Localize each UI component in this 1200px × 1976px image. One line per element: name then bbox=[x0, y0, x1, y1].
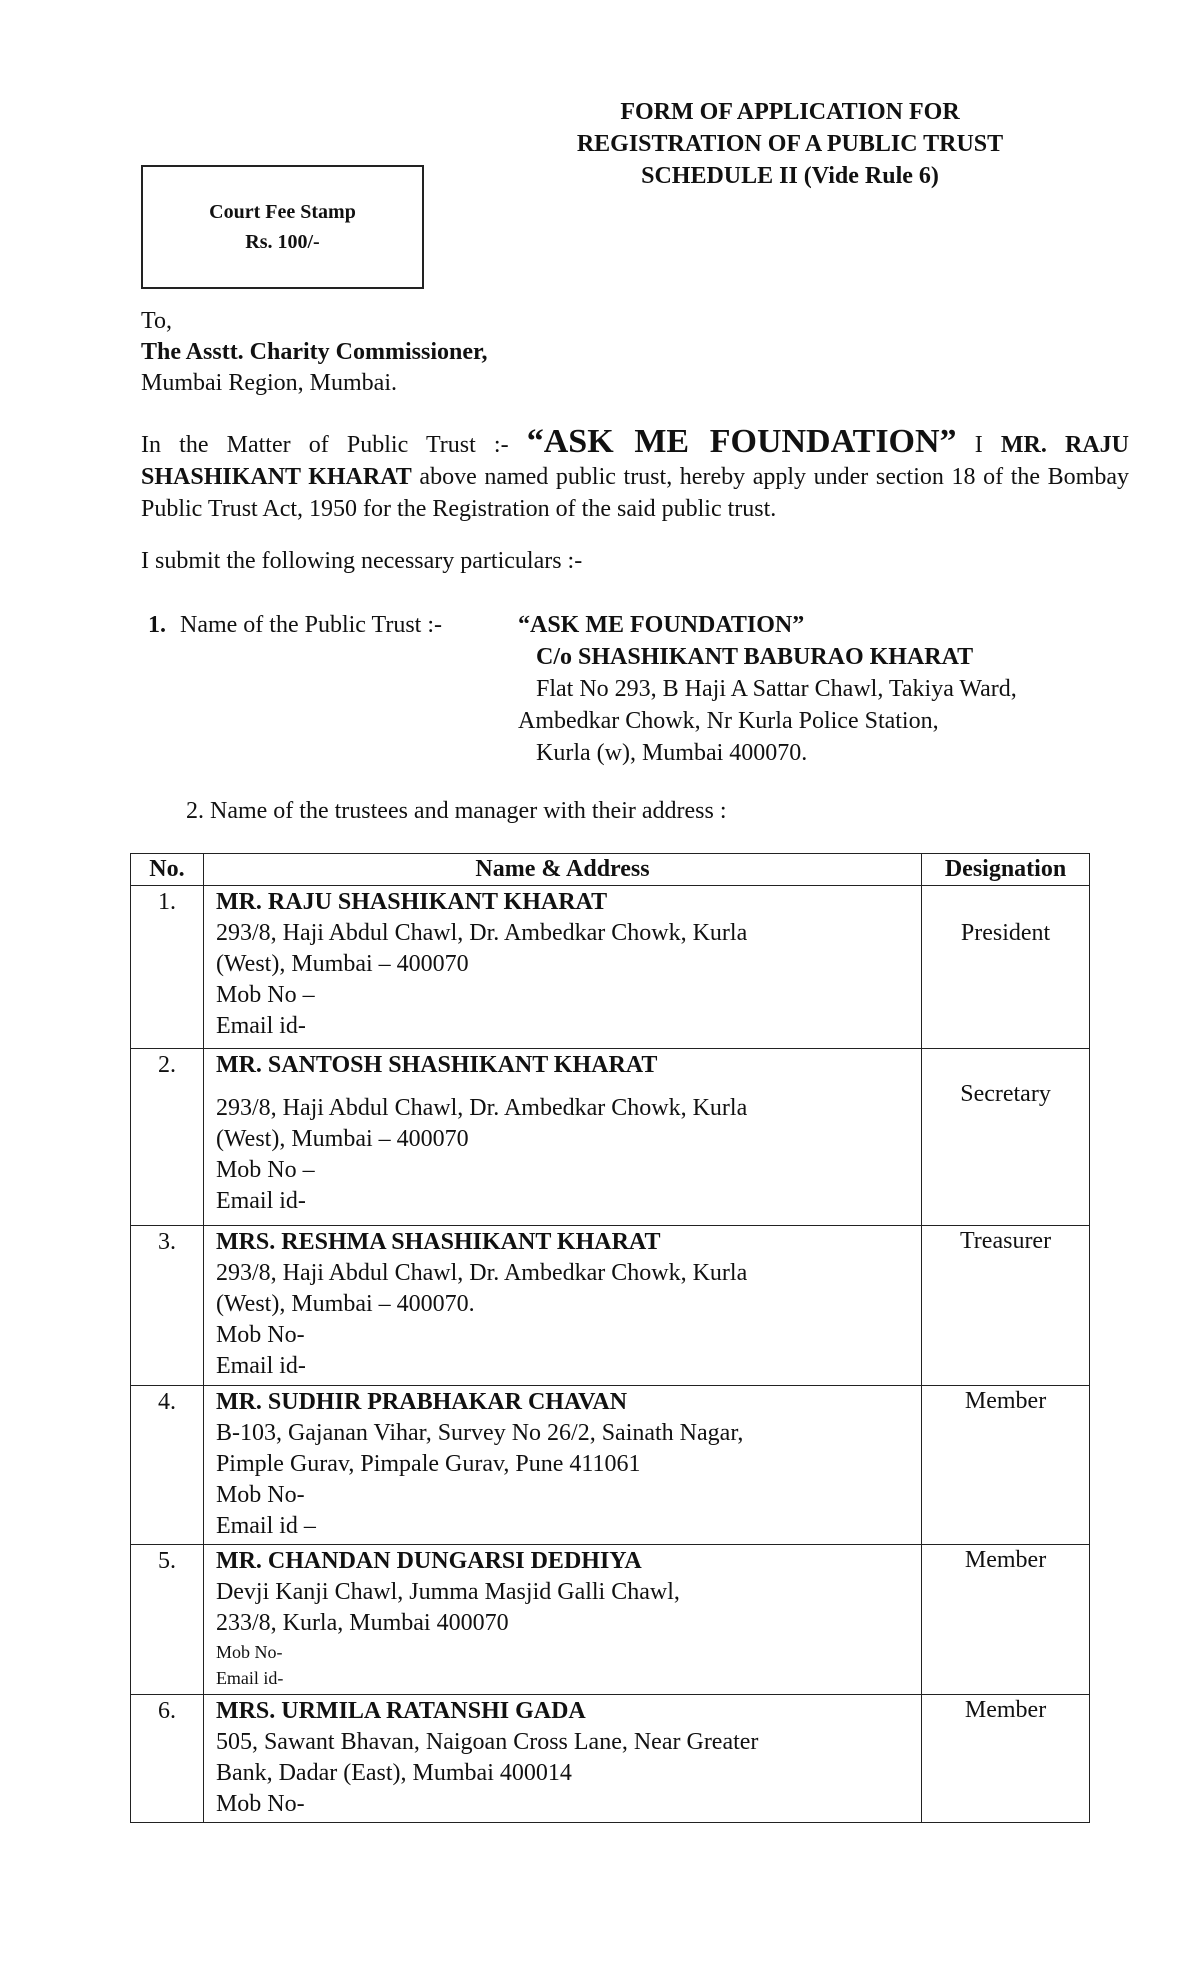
row-number: 2. bbox=[131, 1049, 204, 1226]
submit-text: I submit the following necessary particulars :- bbox=[141, 548, 583, 574]
trustee-name: MR. SUDHIR PRABHAKAR CHAVAN bbox=[215, 1389, 628, 1415]
trustee-designation: Secretary bbox=[922, 1049, 1090, 1226]
form-title-line-1: FORM OF APPLICATION FOR bbox=[620, 99, 960, 125]
trustee-address-line-1: B-103, Gajanan Vihar, Survey No 26/2, Sainath Nagar, bbox=[215, 1420, 744, 1446]
trustees-table bbox=[130, 853, 1090, 1823]
stamp-amount: Rs. 100/- bbox=[245, 231, 320, 253]
row-number: 5. bbox=[131, 1545, 204, 1695]
row-name-address bbox=[203, 1545, 921, 1695]
table-row bbox=[131, 1386, 1090, 1545]
item-1-address-line-3: Kurla (w), Mumbai 400070. bbox=[536, 740, 808, 766]
header-name-address: Name & Address bbox=[203, 854, 921, 886]
trustee-email: Email id – bbox=[215, 1513, 316, 1539]
item-1-care-of: C/o SHASHIKANT BABURAO KHARAT bbox=[536, 644, 974, 670]
trustee-address-line-1: 293/8, Haji Abdul Chawl, Dr. Ambedkar Chowk, Kurla bbox=[215, 1095, 748, 1121]
trustee-designation: Member bbox=[922, 1545, 1090, 1695]
trustee-name: MR. CHANDAN DUNGARSI DEDHIYA bbox=[215, 1548, 642, 1574]
form-title bbox=[530, 96, 1050, 192]
matter-mid: I bbox=[956, 432, 1001, 458]
table-header-row bbox=[131, 854, 1090, 886]
row-number: 3. bbox=[131, 1226, 204, 1386]
trustee-name: MR. RAJU SHASHIKANT KHARAT bbox=[215, 889, 608, 915]
addressee-block bbox=[141, 306, 487, 399]
addressee-to: To, bbox=[141, 308, 172, 334]
trustee-address-line-2: Bank, Dadar (East), Mumbai 400014 bbox=[215, 1760, 572, 1786]
item-2-label: 2. Name of the trustees and manager with their address : bbox=[186, 798, 727, 824]
trustee-mobile: Mob No- bbox=[215, 1642, 283, 1662]
item-1-value bbox=[518, 609, 1017, 769]
stamp-label: Court Fee Stamp bbox=[209, 201, 356, 223]
trustee-address-line-2: (West), Mumbai – 400070. bbox=[215, 1291, 475, 1317]
trustee-address-line-2: (West), Mumbai – 400070 bbox=[215, 951, 469, 977]
trustee-email: Email id- bbox=[215, 1668, 284, 1688]
addressee-name: The Asstt. Charity Commissioner, bbox=[141, 339, 488, 365]
trustee-mobile: Mob No- bbox=[215, 1791, 305, 1817]
row-name-address bbox=[203, 1386, 921, 1545]
item-1-trust-name: “ASK ME FOUNDATION” bbox=[518, 612, 805, 638]
form-title-line-2: REGISTRATION OF A PUBLIC TRUST bbox=[576, 131, 1004, 157]
court-fee-stamp-box bbox=[141, 165, 424, 289]
trustee-address-line-2: Pimple Gurav, Pimpale Gurav, Pune 411061 bbox=[215, 1451, 641, 1477]
trustee-designation: Member bbox=[922, 1695, 1090, 1823]
row-number: 6. bbox=[131, 1695, 204, 1823]
trustee-designation: President bbox=[922, 886, 1090, 1049]
trustee-name: MRS. RESHMA SHASHIKANT KHARAT bbox=[215, 1229, 661, 1255]
table-row bbox=[131, 1226, 1090, 1386]
table-row bbox=[131, 1049, 1090, 1226]
trustee-designation: Treasurer bbox=[922, 1226, 1090, 1386]
trustee-mobile: Mob No – bbox=[215, 982, 315, 1008]
matter-applicant: MR. RAJU SHASHIKANT KHARAT bbox=[141, 432, 1130, 490]
header-designation: Designation bbox=[922, 854, 1090, 886]
trustee-address-line-2: 233/8, Kurla, Mumbai 400070 bbox=[215, 1610, 509, 1636]
header-no: No. bbox=[131, 854, 204, 886]
trustee-address-line-2: (West), Mumbai – 400070 bbox=[215, 1126, 469, 1152]
item-1-label bbox=[148, 609, 442, 641]
row-name-address bbox=[203, 1695, 921, 1823]
matter-prefix: In the Matter of Public Trust :- bbox=[141, 432, 527, 458]
trustee-mobile: Mob No – bbox=[215, 1157, 315, 1183]
table-row bbox=[131, 1695, 1090, 1823]
table-row bbox=[131, 1545, 1090, 1695]
row-number: 1. bbox=[131, 886, 204, 1049]
trustee-email: Email id- bbox=[215, 1188, 306, 1214]
trustee-address-line-1: 293/8, Haji Abdul Chawl, Dr. Ambedkar Chowk, Kurla bbox=[215, 920, 748, 946]
trustee-address-line-1: 293/8, Haji Abdul Chawl, Dr. Ambedkar Chowk, Kurla bbox=[215, 1260, 748, 1286]
item-1-address-line-1: Flat No 293, B Haji A Sattar Chawl, Takiya Ward, bbox=[536, 676, 1017, 702]
item-1-address-line-2: Ambedkar Chowk, Nr Kurla Police Station, bbox=[518, 708, 939, 734]
trustee-mobile: Mob No- bbox=[215, 1322, 305, 1348]
row-name-address bbox=[203, 1226, 921, 1386]
item-1-label-text: Name of the Public Trust :- bbox=[180, 612, 442, 638]
row-name-address bbox=[203, 1049, 921, 1226]
row-name-address bbox=[203, 886, 921, 1049]
trustee-address-line-1: 505, Sawant Bhavan, Naigoan Cross Lane, Near Greater bbox=[215, 1729, 759, 1755]
trustee-email: Email id- bbox=[215, 1353, 306, 1379]
form-title-line-3: SCHEDULE II (Vide Rule 6) bbox=[641, 163, 939, 189]
trustee-email: Email id- bbox=[215, 1013, 306, 1039]
matter-rest: above named public trust, hereby apply under section 18 of the Bombay Public Trust Act, 1950 for the Registration of the said public trust. bbox=[141, 464, 1129, 522]
row-number: 4. bbox=[131, 1386, 204, 1545]
table-row bbox=[131, 886, 1090, 1049]
item-1-number: 1. bbox=[148, 612, 166, 638]
trustee-designation: Member bbox=[922, 1386, 1090, 1545]
trustee-address-line-1: Devji Kanji Chawl, Jumma Masjid Galli Chawl, bbox=[215, 1579, 680, 1605]
addressee-region: Mumbai Region, Mumbai. bbox=[141, 370, 397, 396]
trustee-mobile: Mob No- bbox=[215, 1482, 305, 1508]
matter-trust-name: “ASK ME FOUNDATION” bbox=[526, 423, 957, 460]
trustee-name: MRS. URMILA RATANSHI GADA bbox=[215, 1698, 586, 1724]
matter-paragraph bbox=[141, 423, 1130, 525]
trustee-name: MR. SANTOSH SHASHIKANT KHARAT bbox=[215, 1052, 658, 1078]
